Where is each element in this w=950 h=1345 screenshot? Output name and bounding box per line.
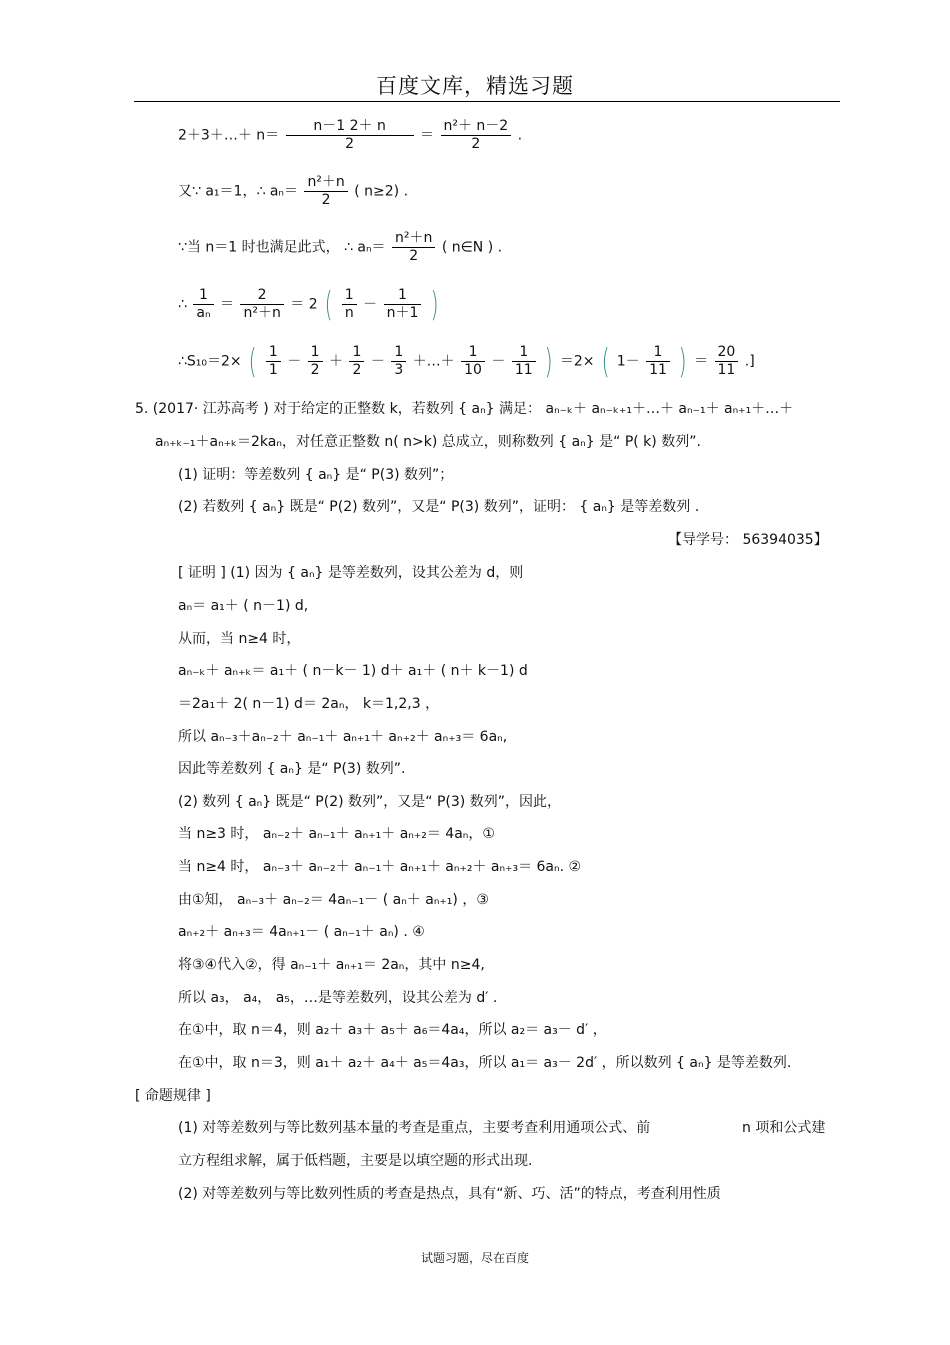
- proof-line: 当 n≥4 时， aₙ₋₃＋ aₙ₋₂＋ aₙ₋₁＋ aₙ₊₁＋ aₙ₊₂＋ aₙ₊₃＝ 6aₙ. ②: [178, 859, 582, 875]
- problem-part: (2) 若数列 { aₙ} 既是“ P(2) 数列”，又是“ P(3) 数列”，证明： { aₙ} 是等差数列 .: [178, 499, 700, 515]
- proof-line: 由①知， aₙ₋₃＋ aₙ₋₂＝ 4aₙ₋₁－ ( aₙ＋ aₙ₊₁) ，③: [178, 892, 489, 908]
- rule-line: (2) 对等差数列与等比数列性质的考查是热点，具有“新、巧、活”的特点，考查利用性质: [178, 1186, 721, 1202]
- s10-line: ∴S₁₀＝2× ( $\frac{1}{1}$ － $\frac{1}{2}$ ＋ $\frac{1}{2}$ － $\frac{1}{3}$ ＋…＋ $\frac{1}{10}$ － $\frac{1}{11}$ ) ＝2× ( 1－ $\frac{1}{11}$ ) ＝ $\frac{20}{11}$ .]: [178, 341, 755, 382]
- rule-line: 立方程组求解，属于低档题，主要是以填空题的形式出现.: [178, 1153, 533, 1169]
- right-paren: ): [430, 284, 439, 325]
- sum-formula-line: 2＋3＋…＋ n＝ $\frac{n-1 2+ n}{2}$ ＝ $\frac{\text{n²＋ n－2}}{2}$ .: [178, 118, 523, 152]
- header-divider: [134, 101, 840, 102]
- fraction: $\frac{\text{n²＋n}}{2}$: [392, 230, 435, 265]
- proof-line: 因此等差数列 { aₙ} 是“ P(3) 数列”.: [178, 761, 406, 777]
- rule-title: [ 命题规律 ]: [135, 1088, 211, 1104]
- proof-line: 从而，当 n≥4 时，: [178, 631, 301, 647]
- proof-line: 将③④代入②，得 aₙ₋₁＋ aₙ₊₁＝ 2aₙ，其中 n≥4,: [178, 957, 485, 973]
- proof-line: aₙ₊₂＋ aₙ₊₃＝ 4aₙ₊₁－ ( aₙ₋₁＋ aₙ) . ④: [178, 924, 425, 940]
- an-general-line: ∵当 n＝1 时也满足此式， ∴ aₙ＝ $\frac{\text{n²＋n}}{2}$ ( n∈N ) .: [178, 230, 503, 264]
- proof-line: 所以 aₙ₋₃＋aₙ₋₂＋ aₙ₋₁＋ aₙ₊₁＋ aₙ₊₂＋ aₙ₊₃＝ 6aₙ,: [178, 729, 508, 745]
- proof-line: aₙ＝ a₁＋ ( n－1) d,: [178, 598, 309, 614]
- proof-line: 在①中，取 n＝4，则 a₂＋ a₃＋ a₅＋ a₆＝4a₄，所以 a₂＝ a₃－ d′ ，: [178, 1022, 607, 1038]
- problem-line: aₙ₊ₖ₋₁＋aₙ₊ₖ＝2kaₙ，对任意正整数 n( n>k) 总成立，则称数列 { aₙ} 是“ P( k) 数列”.: [155, 434, 701, 450]
- problem-part: (1) 证明：等差数列 { aₙ} 是“ P(3) 数列”；: [178, 467, 454, 483]
- page-header: 百度文库，精选习题: [376, 74, 574, 98]
- rule-line: n 项和公式建: [742, 1120, 826, 1136]
- proof-line: 当 n≥3 时， aₙ₋₂＋ aₙ₋₁＋ aₙ₊₁＋ aₙ₊₂＝ 4aₙ，①: [178, 826, 495, 842]
- fraction: $\frac{\text{n²＋ n－2}}{2}$: [441, 118, 512, 153]
- proof-line: 所以 a₃， a₄， a₅，…是等差数列，设其公差为 d′ .: [178, 990, 498, 1006]
- left-paren: (: [324, 284, 333, 325]
- page-footer: 试题习题，尽在百度: [420, 1251, 529, 1265]
- proof-line: aₙ₋ₖ＋ aₙ₊ₖ＝ a₁＋ ( n－k－ 1) d＋ a₁＋ ( n＋ k－1) d: [178, 663, 528, 679]
- guide-number: 【导学号： 56394035】: [668, 532, 828, 548]
- fraction: $\frac{\text{n²＋n}}{2}$: [304, 174, 347, 209]
- proof-line: ＝2a₁＋ 2( n－1) d＝ 2aₙ， k＝1,2,3 ，: [178, 696, 440, 712]
- proof-line: [ 证明 ] (1) 因为 { aₙ} 是等差数列，设其公差为 d，则: [178, 565, 524, 581]
- proof-line: (2) 数列 { aₙ} 既是“ P(2) 数列”，又是“ P(3) 数列”，因此，: [178, 794, 561, 810]
- fraction: $\frac{n-1 2+ n}{2}$: [286, 118, 414, 153]
- an-formula-line: 又∵ a₁＝1，∴ aₙ＝ $\frac{\text{n²＋n}}{2}$ ( n≥2) .: [178, 174, 409, 208]
- problem-line: 5. (2017· 江苏高考 ) 对于给定的正整数 k，若数列 { aₙ} 满足： aₙ₋ₖ＋ aₙ₋ₖ₊₁＋…＋ aₙ₋₁＋ aₙ₊₁＋…＋: [135, 401, 794, 417]
- rule-line: (1) 对等差数列与等比数列基本量的考查是重点，主要考查利用通项公式、前: [178, 1120, 651, 1136]
- proof-line: 在①中，取 n＝3，则 a₁＋ a₂＋ a₄＋ a₅＝4a₃，所以 a₁＝ a₃－ 2d′ ，所以数列 { aₙ} 是等差数列.: [178, 1055, 792, 1071]
- sum-lhs: 2＋3＋…＋ n＝: [178, 127, 280, 144]
- reciprocal-line: ∴ $\frac{1}{\text{aₙ}}$ ＝ $\frac{2}{\text{n²＋n}}$ ＝ 2 ( $\frac{1}{n}$ － $\frac{1}{n+1}$ ): [178, 284, 439, 325]
